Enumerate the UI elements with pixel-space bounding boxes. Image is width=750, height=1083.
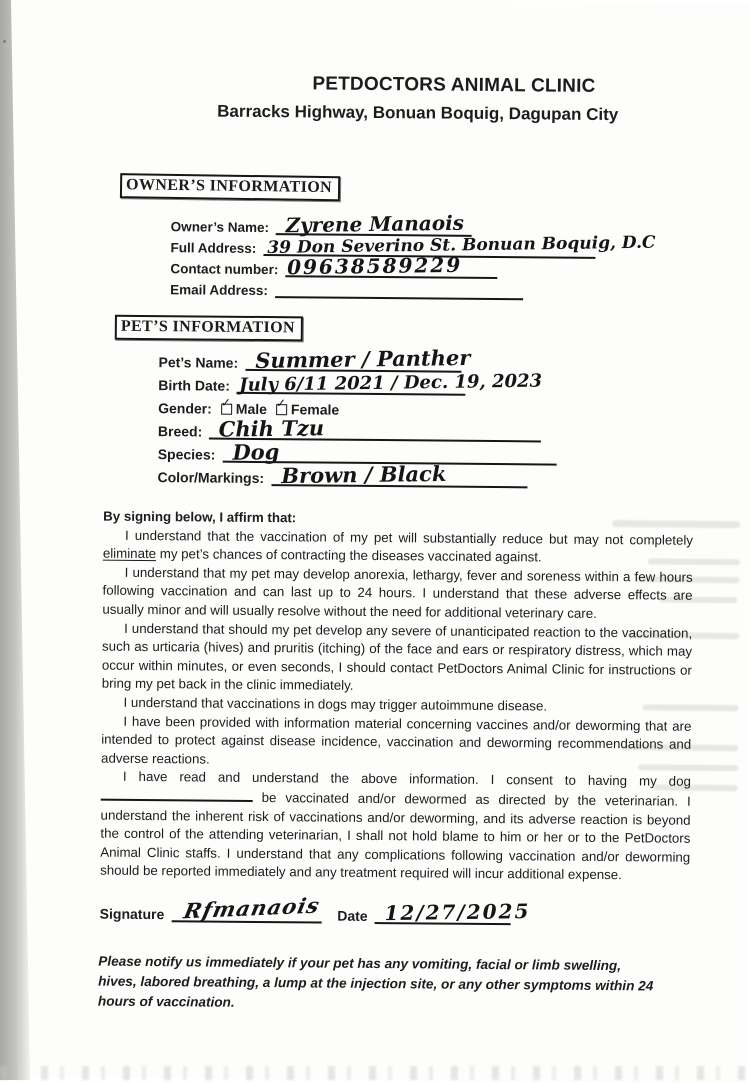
- pet-name-row: [158, 344, 557, 373]
- scanner-bottom-noise: [0, 1066, 750, 1080]
- signature-label: Signature: [99, 905, 165, 923]
- birth-date-label: Birth Date:: [158, 377, 230, 394]
- species-value: Dog: [231, 439, 280, 465]
- color-markings-line: [271, 460, 527, 489]
- female-check-mark: ✓: [275, 396, 287, 411]
- post-vaccination-notice: Please notify us immediately if your pet has any vomiting, facial or limb swelling, hives, labored breathing, a lump at the injection site, or any other symptoms within 24 hours of vaccination.: [97, 953, 654, 1010]
- owner-fields: [170, 210, 656, 301]
- owner-name-line: [276, 210, 472, 238]
- clinic-address: Barracks Highway, Bonuan Boquig, Dagupan City: [217, 101, 619, 125]
- full-address-label: Full Address:: [170, 240, 257, 256]
- male-checkbox-icon: [220, 395, 232, 415]
- consent-p1-pre: I understand that the vaccination of my pet will substantially reduce but may not completely: [124, 527, 694, 548]
- signature-scribble: Rfmanaois: [181, 892, 322, 924]
- clinic-name: PETDOCTORS ANIMAL CLINIC: [312, 73, 596, 97]
- pet-fields: [157, 344, 557, 489]
- breed-label: Breed:: [157, 423, 203, 440]
- consent-paragraph-4: I understand that vaccinations in dogs may trigger autoimmune disease.: [123, 694, 548, 714]
- color-markings-row: [157, 462, 556, 488]
- date-value: 12/27/2025: [384, 899, 531, 926]
- consent-p1-underlined-word: eliminate: [102, 545, 157, 562]
- birth-date-row: [158, 370, 557, 396]
- owner-name-value: Zyrene Manaois: [285, 210, 465, 238]
- color-markings-value: Brown / Black: [280, 460, 447, 489]
- signature-row: [99, 892, 531, 926]
- email-address-row: [170, 276, 595, 301]
- date-line: [375, 899, 531, 926]
- gender-row: [158, 393, 557, 419]
- species-label: Species:: [157, 446, 216, 463]
- consent-p1-post: my pet’s chances of contracting the diseases vaccinated against.: [156, 546, 542, 565]
- male-check-mark: ✓: [220, 395, 232, 410]
- consent-paragraph-2: I understand that my pet may develop anorexia, lethargy, fever and soreness within a few hours following vaccination and can last up to 24 hours. I understand that these adverse effects are usually minor and will usually resolve without the need for additional veterinary care.: [102, 564, 693, 621]
- contact-number-label: Contact number:: [170, 261, 279, 278]
- email-address-line: [275, 281, 523, 300]
- consent-paragraph-1: [103, 526, 693, 568]
- consent-paragraph-5: I have been provided with information material concerning vaccines and/or deworming that are intended to protect against disease incidence, vaccination and deworming recommendations and adverse reactions.: [101, 713, 692, 767]
- breed-value: Chih Tzu: [218, 415, 325, 442]
- owner-name-label: Owner’s Name:: [170, 219, 270, 236]
- consent-paragraph-6: [100, 768, 691, 886]
- color-markings-label: Color/Markings:: [157, 469, 265, 487]
- contact-number-line: [285, 252, 497, 280]
- consent-text-block: [100, 508, 693, 886]
- pet-name-line: [245, 344, 471, 373]
- document-header: [4, 71, 750, 127]
- date-label: Date: [337, 907, 368, 924]
- consent-paragraph-3: I understand that should my pet develop any severe of unanticipated reaction to the vaccination, such as urticaria (hives) and pruritis (itching) of the face and ears or respiratory distress, which may occur within minutes, or even seconds, I should contact PetDoctors Animal Clinic for instructions or bring my pet back in the clinic immediately.: [101, 620, 693, 694]
- male-label: Male: [235, 400, 268, 418]
- contact-number-row: [170, 252, 595, 280]
- birth-date-value: July 6/11 2021 / Dec. 19, 2023: [238, 370, 542, 396]
- female-checkbox-icon: [275, 396, 287, 415]
- consent-p6-pre: I have read and understand the above information. I consent to having my dog: [122, 769, 691, 790]
- contact-number-value: 09638589229: [286, 252, 463, 280]
- consent-p6-post: be vaccinated and/or dewormed as directed by the veterinarian. I understand the inherent risk of vaccinations and/or deworming, and its adverse reaction is beyond the control of the attending veterinarian, I shall not hold blame to him or her or to the PetDoctors Animal Clinic staffs. I understand that any complications following vaccination and/or deworming should be reported immediately and any treatment required will incur additional expense.: [100, 789, 691, 883]
- affirmation-heading: By signing below, I affirm that:: [103, 508, 297, 526]
- pet-section-title: PET’S INFORMATION: [115, 315, 303, 342]
- gender-label: Gender:: [158, 400, 212, 417]
- pet-name-label: Pet’s Name:: [158, 354, 239, 371]
- owner-section-title: OWNER’S INFORMATION: [120, 173, 340, 201]
- birth-date-line: [237, 370, 542, 396]
- pet-name-value: Summer / Panther: [254, 344, 471, 373]
- scan-artifact: [3, 40, 6, 43]
- breed-row: [158, 416, 557, 442]
- dog-name-blank-line: [101, 787, 253, 802]
- email-address-label: Email Address:: [170, 282, 269, 299]
- signature-line: [171, 892, 322, 924]
- full-address-value: 39 Don Severino St. Bonuan Boquig, D.C: [266, 232, 656, 259]
- female-label: Female: [290, 401, 340, 418]
